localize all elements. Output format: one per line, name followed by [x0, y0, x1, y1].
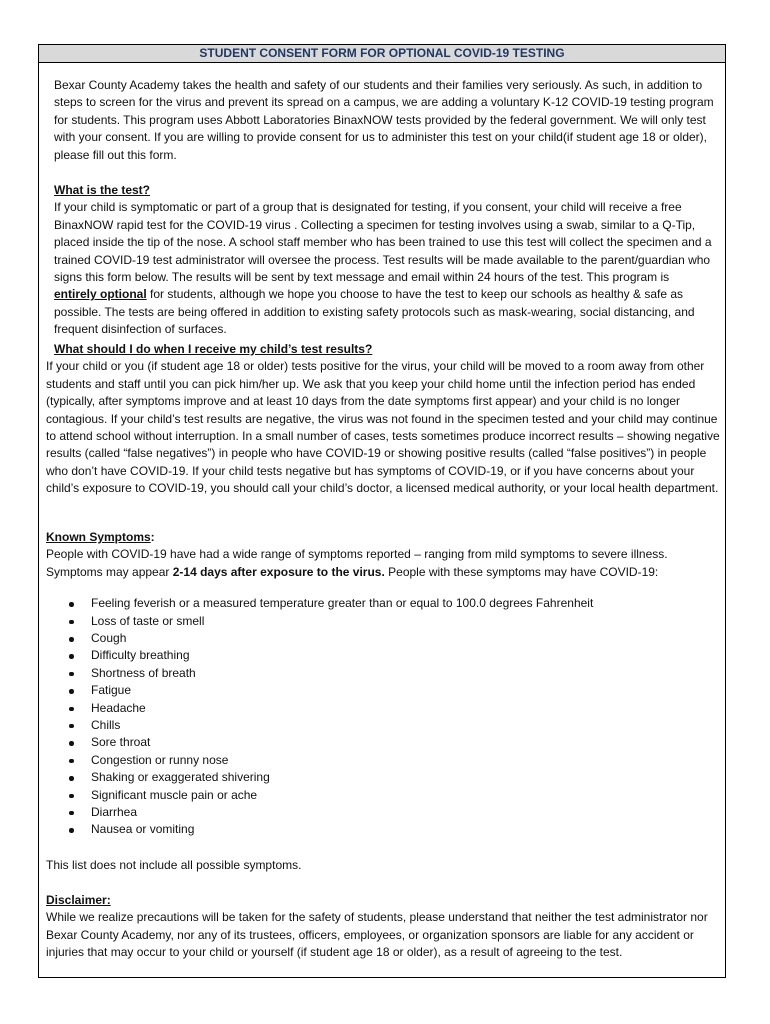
- symptom-text: Chills: [91, 717, 121, 732]
- disclaimer-section: [46, 892, 720, 962]
- consent-form-frame: [38, 44, 726, 978]
- results-heading: What should I do when I receive my child’s test results?: [54, 342, 373, 356]
- symptoms-intro-before: People with COVID-19 have had a wide range of symptoms reported – ranging from mild symptoms to severe illness. Symptoms may appear: [46, 547, 668, 579]
- bullet-icon: [69, 602, 74, 607]
- list-item: [46, 804, 720, 821]
- symptom-text: Shortness of breath: [91, 665, 196, 680]
- list-item: [46, 769, 720, 786]
- test-body-after: for students, although we hope you choose to have the test to keep our schools as healthy & safe as possible. The tests are being offered in addition to existing safety protocols such as mask-wearing, social distancing, and frequent disinfection of surfaces.: [54, 287, 695, 337]
- symptom-text: Difficulty breathing: [91, 648, 190, 663]
- form-title: STUDENT CONSENT FORM FOR OPTIONAL COVID-19 TESTING: [39, 45, 725, 63]
- symptom-text: Fatigue: [91, 683, 132, 698]
- symptom-text: Shaking or exaggerated shivering: [91, 770, 270, 785]
- results-section: [46, 341, 720, 498]
- symptom-list: [46, 595, 720, 838]
- bullet-icon: [69, 811, 74, 816]
- symptom-text: Significant muscle pain or ache: [91, 787, 258, 802]
- symptoms-heading-colon: :: [150, 530, 155, 544]
- list-item: [46, 595, 720, 612]
- bullet-icon: [69, 707, 74, 712]
- symptom-text: Congestion or runny nose: [91, 752, 229, 767]
- symptom-text: Headache: [91, 700, 146, 715]
- bullet-icon: [69, 828, 74, 833]
- bullet-icon: [69, 620, 74, 625]
- test-heading: What is the test?: [54, 183, 151, 197]
- symptom-text: Diarrhea: [91, 804, 138, 819]
- test-body-before: If your child is symptomatic or part of a group that is designated for testing, if you consent, your child will receive a free BinaxNOW rapid test for the COVID-19 virus . Collecting a specimen for testing involves using a swab, similar to a Q-Tip, placed inside the tip of the nose. A school staff member who has been trained to use this test will collect the specimen and a trained COVID-19 test administrator will oversee the process. Test results will be made available to the parent/guardian who signs this form below. The results will be sent by text message and email within 24 hours of the test. This program is: [54, 200, 712, 285]
- symptoms-note-block: [46, 857, 720, 874]
- symptom-text: Cough: [91, 631, 127, 645]
- list-item: [46, 752, 720, 769]
- list-item: [46, 717, 720, 734]
- bullet-icon: [69, 637, 74, 642]
- list-item: [46, 682, 720, 699]
- symptoms-intro-bold: 2-14 days after exposure to the virus.: [172, 564, 385, 579]
- test-section: [54, 182, 714, 339]
- bullet-icon: [69, 672, 74, 677]
- bullet-icon: [69, 741, 74, 746]
- list-item: [46, 630, 720, 647]
- test-body: [54, 199, 714, 338]
- list-item: [46, 787, 720, 804]
- symptoms-heading-line: [46, 529, 720, 546]
- bullet-icon: [69, 689, 74, 694]
- list-item: [46, 821, 720, 838]
- disclaimer-heading: Disclaimer:: [46, 893, 111, 907]
- bullet-icon: [69, 759, 74, 764]
- symptom-text: Nausea or vomiting: [91, 822, 195, 837]
- symptom-text: Feeling feverish or a measured temperature greater than or equal to 100.0 degrees Fahrenheit: [91, 596, 594, 611]
- disclaimer-body: While we realize precautions will be taken for the safety of students, please understand that neither the test administrator nor Bexar County Academy, nor any of its trustees, officers, employees, or organization sponsors are liable for any accident or injuries that may occur to your child or yourself (if student age 18 or older), as a result of agreeing to the test.: [46, 910, 708, 960]
- list-item: [46, 665, 720, 682]
- intro-text: Bexar County Academy takes the health and safety of our students and their families very seriously. As such, in addition to steps to screen for the virus and prevent its spread on a campus, we are adding a voluntary K-12 COVID-19 testing program for students. This program uses Abbott Laboratories BinaxNOW tests provided by the federal government. We will only test with your consent. If you are willing to provide consent for us to administer this test on your child(if student age 18 or older), please fill out this form.: [54, 78, 714, 162]
- bullet-icon: [69, 776, 74, 781]
- symptoms-intro-after: People with these symptoms may have COVID-19:: [384, 564, 659, 579]
- list-item: [46, 734, 720, 751]
- symptoms-intro: [46, 546, 720, 581]
- bullet-icon: [69, 724, 74, 729]
- list-item: [46, 613, 720, 630]
- bullet-icon: [69, 794, 74, 799]
- symptoms-heading: Known Symptoms: [46, 530, 151, 544]
- symptom-text: Loss of taste or smell: [91, 613, 205, 628]
- results-body: If your child or you (if student age 18 or older) tests positive for the virus, your child will be moved to a room away from other students and staff until you can pick him/her up. We ask that you keep your child home until the infection period has ended (typically, after symptoms improve and at least 10 days from the date symptoms first appear) and your child is no longer contagious. If your child’s test results are negative, the virus was not found in the specimen tested and your child may continue to attend school without interruption. In a small number of cases, tests sometimes produce incorrect results – showing negative results (called “false negatives”) in people who have COVID-19 or showing positive results (called “false positives”) in people who don’t have COVID-19. If your child tests negative but has symptoms of COVID-19, or if you have concerns about your child’s exposure to COVID-19, you should call your child’s doctor, a licensed medical authority, or your local health department.: [46, 359, 720, 496]
- list-item: [46, 700, 720, 717]
- symptoms-section: [46, 529, 720, 839]
- symptom-text: Sore throat: [91, 735, 151, 750]
- bullet-icon: [69, 654, 74, 659]
- intro-paragraph: [54, 77, 714, 164]
- symptoms-note: This list does not include all possible symptoms.: [46, 858, 302, 872]
- list-item: [46, 647, 720, 664]
- entirely-optional-emphasis: entirely optional: [54, 287, 147, 302]
